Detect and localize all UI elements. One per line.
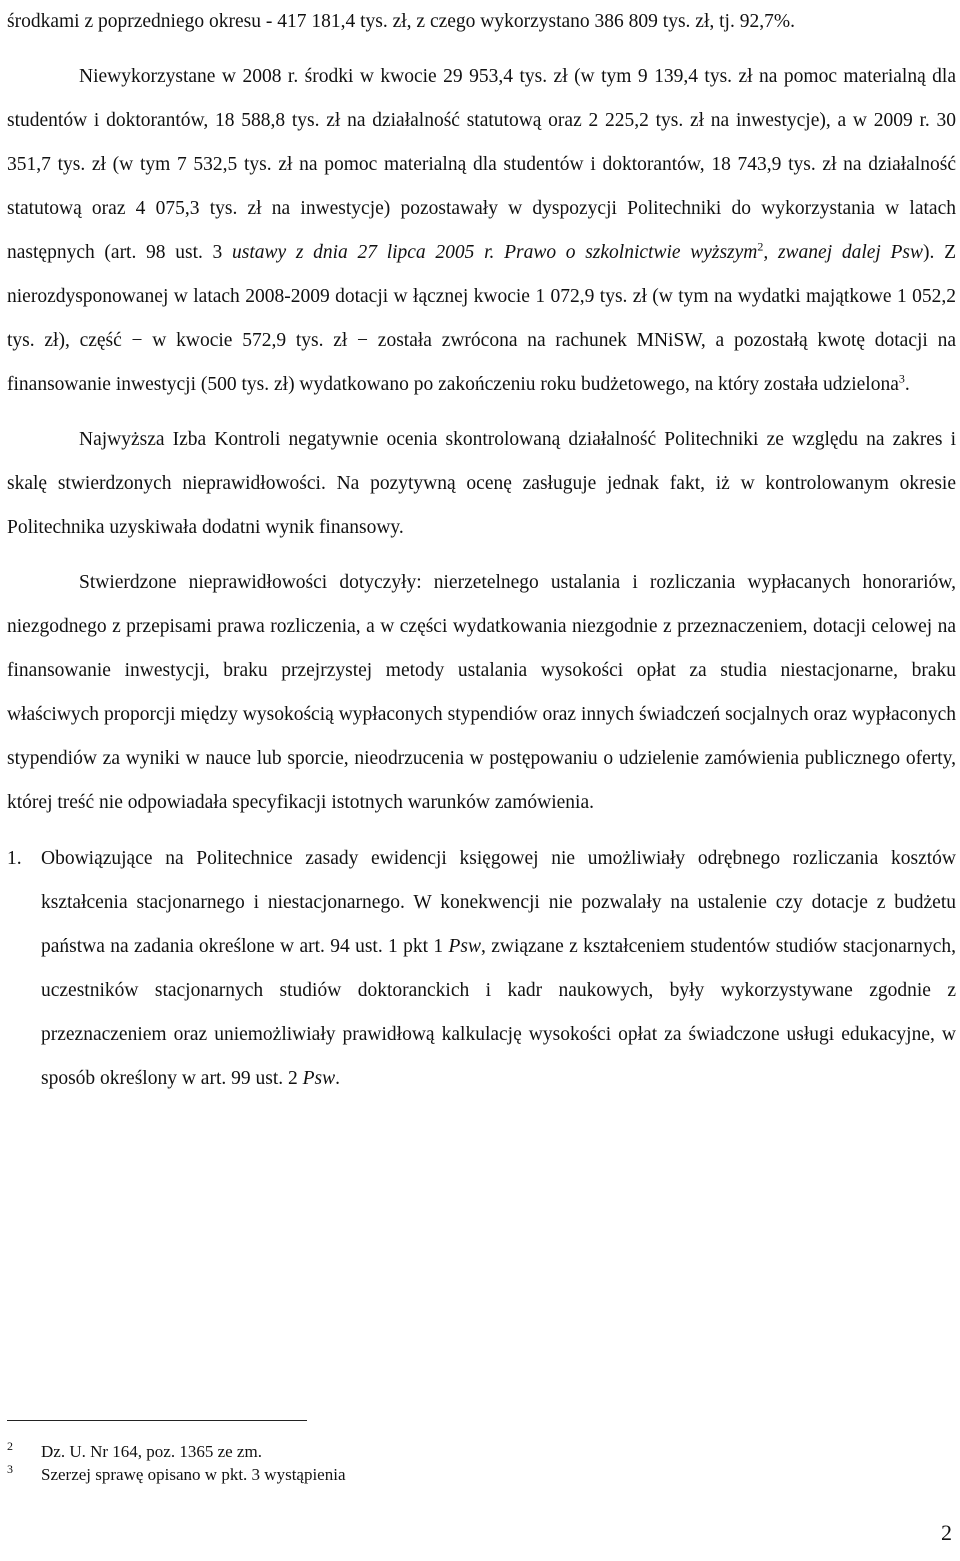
numbered-item-1 <box>7 837 956 1101</box>
paragraph-funds-summary: środkami z poprzedniego okresu - 417 181,4 tys. zł, z czego wykorzystano 386 809 tys. zł, tj. 92,7%. <box>7 11 795 32</box>
act-abbrev: , zwanej dalej Psw <box>763 242 924 263</box>
item-text: Obowiązujące na Politechnice zasady ewidencji księgowej nie umożliwiały odrębnego rozliczania kosztów kształcenia stacjonarnego i niestacjonarnego. W konekwencji nie pozwalały na ustalenie czy dotacje z budżetu państwa na zadania określone w art. 94 ust. 1 pkt 1 <box>41 848 956 957</box>
footnote-mark: 3 <box>7 1462 13 1476</box>
paragraph-nik-assessment: Najwyższa Izba Kontroli negatywnie ocenia skontrolowaną działalność Politechniki ze względu na zakres i skalę stwierdzonych nieprawidłowości. Na pozytywną ocenę zasługuje jednak fakt, iż w kontrolowanym okresie Politechnika uzyskiwała dodatni wynik finansowy. <box>7 429 956 538</box>
item-end: . <box>335 1068 341 1089</box>
item-text: , związane z kształceniem studentów studiów stacjonarnych, uczestników stacjonarnych studiów doktoranckich i kadr naukowych, były wykorzystywane zgodnie z przeznaczeniem oraz uniemożliwiały prawidłową kalkulację wysokości opłat za świadczone usługi edukacyjne, w sposób określony w art. 99 ust. 2 <box>41 936 956 1089</box>
act-abbrev: Psw <box>448 936 482 957</box>
paragraph-irregularities: Stwierdzone nieprawidłowości dotyczyły: nierzetelnego ustalania i rozliczania wypłacanych honorariów, niezgodnego z przepisami prawa rozliczenia, a w części wydatkowania niezgodnie z przeznaczeniem, dotacji celowej na finansowanie inwestycji, braku przejrzystej metody ustalania wysokości opłat za studia niestacjonarne, braku właściwych proporcji między wysokością wypłaconych stypendiów oraz innych świadczeń socjalnych oraz wypłaconych stypendiów za wyniki w nauce lub sporcie, nieodrzucenia w postępowaniu o udzielenie zamówienia publicznego oferty, której treść nie odpowiadała specyfikacji istotnych warunków zamówienia. <box>7 572 956 813</box>
footnote-ref-3: 3 <box>898 371 905 386</box>
footnote-ref-2: 2 <box>757 239 764 254</box>
body-text <box>7 0 956 1101</box>
footnote-text: Szerzej sprawę opisano w pkt. 3 wystąpienia <box>41 1465 346 1484</box>
footnote-text: Dz. U. Nr 164, poz. 1365 ze zm. <box>41 1442 262 1461</box>
item-number: 1. <box>7 848 22 869</box>
paragraph-text: ). Z nierozdysponowanej w latach 2008-2009 dotacji w łącznej kwocie 1 072,9 tys. zł (w tym na wydatki majątkowe 1 052,2 tys. zł), część − w kwocie 572,9 tys. zł − została zwrócona na rachunek MNiSW, a pozostałą kwotę dotacji na finansowanie inwestycji (500 tys. zł) wydatkowano po zakończeniu roku budżetowego, na który została udzielona <box>7 242 956 395</box>
act-abbrev: Psw <box>302 1068 336 1089</box>
paragraph-text: Niewykorzystane w 2008 r. środki w kwocie 29 953,4 tys. zł (w tym 9 139,4 tys. zł na pomoc materialną dla studentów i doktorantów, 18 588,8 tys. zł na działalność statutową oraz 2 225,2 tys. zł na inwestycje), a w 2009 r. 30 351,7 tys. zł (w tym 7 532,5 tys. zł na pomoc materialną dla studentów i doktorantów, 18 743,9 tys. zł na działalność statutową oraz 4 075,3 tys. zł na inwestycje) pozostawały w dyspozycji Politechniki do wykorzystania w latach następnych (art. 98 ust. 3 <box>7 66 956 263</box>
footnote-mark: 2 <box>7 1439 13 1453</box>
footnote-separator <box>7 1420 307 1421</box>
paragraph-unused-funds <box>7 55 956 407</box>
act-title: ustawy z dnia 27 lipca 2005 r. Prawo o szkolnictwie wyższym <box>232 242 758 263</box>
paragraph-end: . <box>904 374 910 395</box>
page-number: 2 <box>941 1520 952 1545</box>
